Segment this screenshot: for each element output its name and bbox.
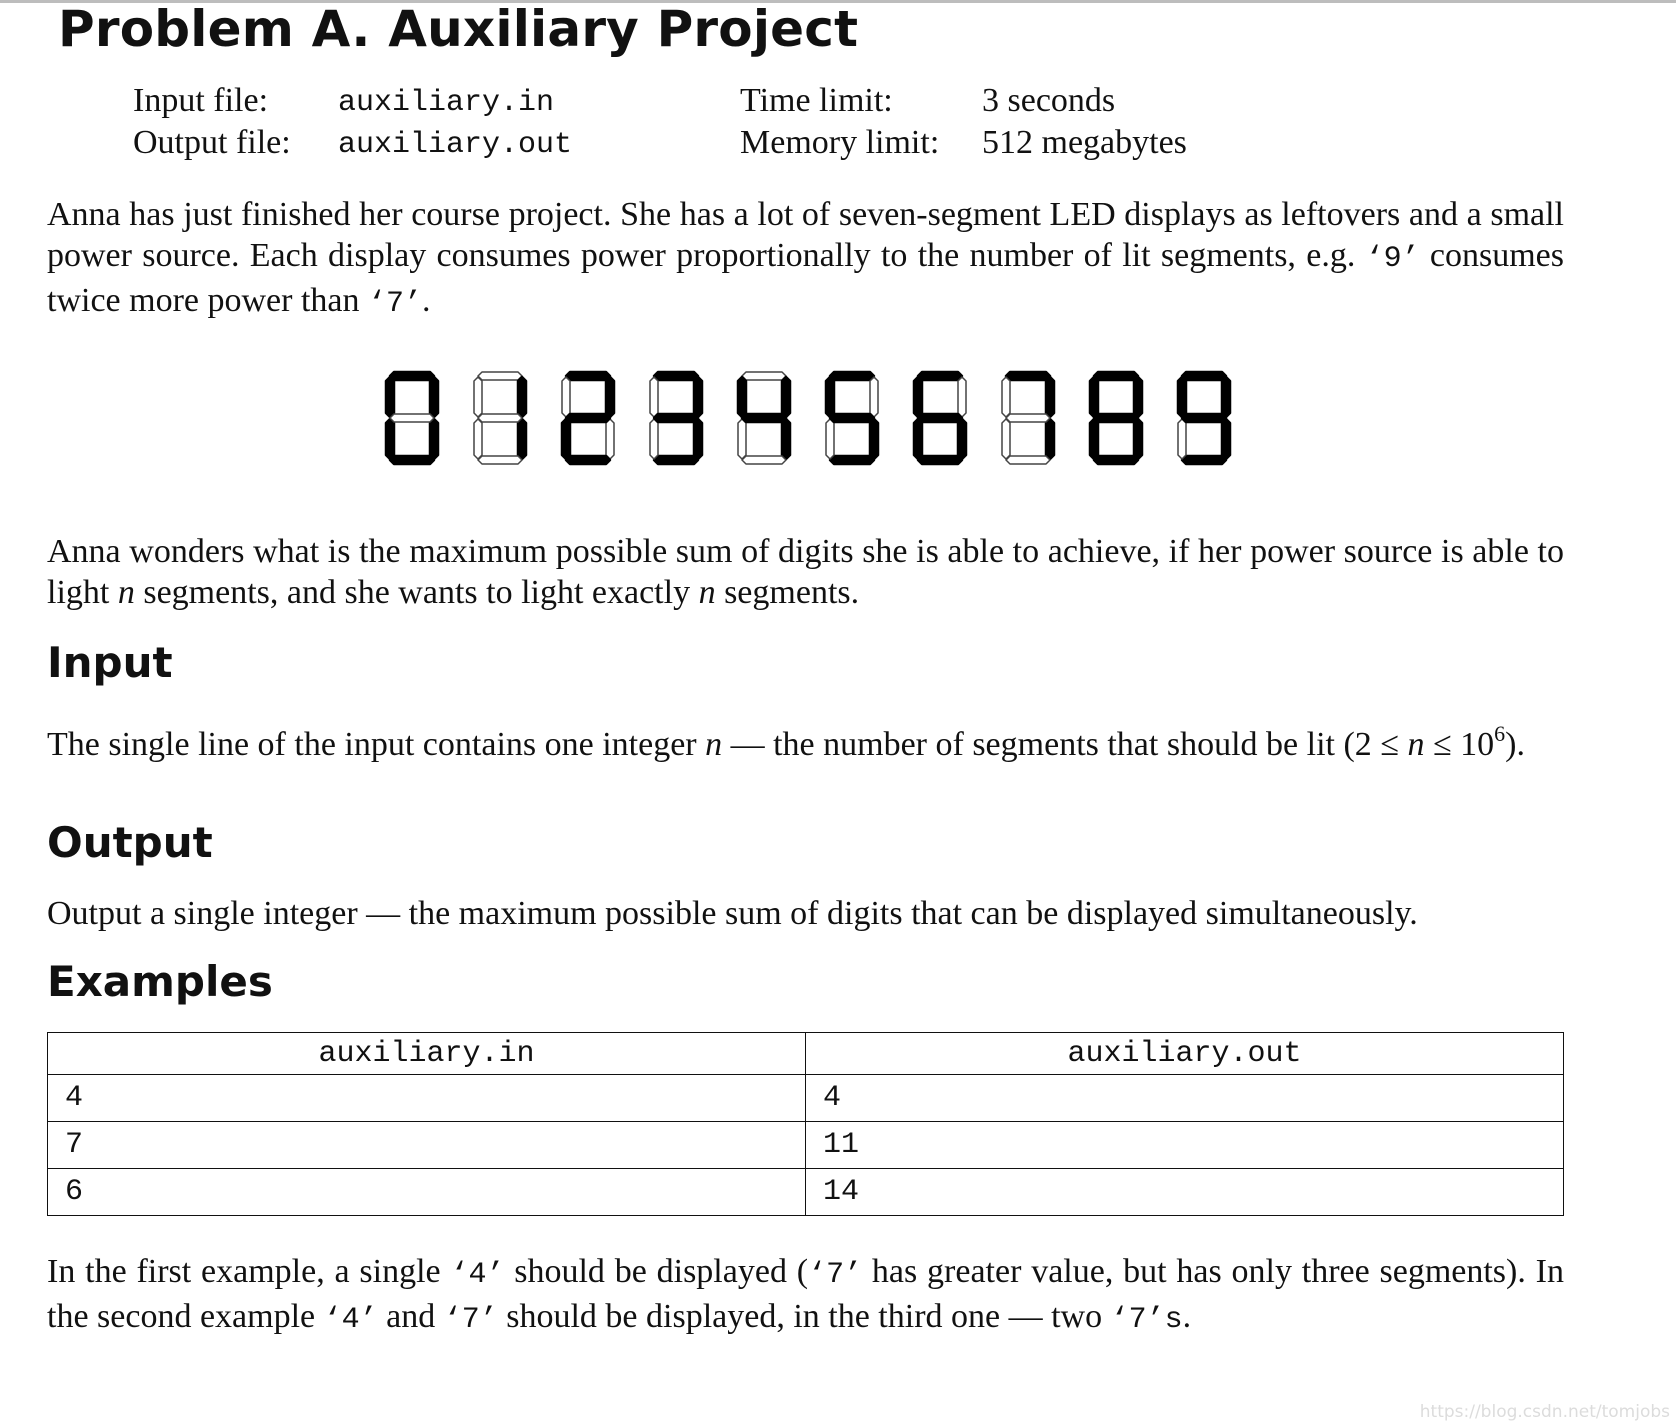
segment-f	[650, 377, 658, 417]
output-text: Output a single integer — the maximum possible sum of digits that can be displayed simultaneously.	[47, 895, 1418, 932]
segment-g	[1006, 414, 1050, 422]
column-header-output: auxiliary.out	[806, 1033, 1564, 1075]
segment-e	[1090, 419, 1098, 459]
quoted-digit-4: ‘4’	[450, 1258, 505, 1292]
segment-g	[654, 414, 698, 422]
segment-e	[650, 419, 658, 459]
watermark: https://blog.csdn.net/tomjobs	[1419, 1402, 1670, 1422]
segment-c	[606, 419, 614, 459]
segment-a	[742, 372, 786, 380]
problem-title: Problem A. Auxiliary Project	[58, 0, 859, 58]
variable-n: n	[117, 574, 135, 611]
segment-c	[430, 419, 438, 459]
segment-e	[914, 419, 922, 459]
input-text-b: — the number of segments that should be lit (2 ≤	[722, 726, 1408, 763]
segment-g	[1182, 414, 1226, 422]
table-row	[48, 1075, 1564, 1122]
segment-g	[390, 414, 434, 422]
segment-b	[870, 377, 878, 417]
input-paragraph	[47, 713, 1564, 765]
segment-d	[918, 456, 962, 464]
segment-b	[430, 377, 438, 417]
segment-a	[1182, 372, 1226, 380]
segment-e	[386, 419, 394, 459]
segment-b	[694, 377, 702, 417]
segment-c	[518, 419, 526, 459]
segment-c	[870, 419, 878, 459]
memory-limit-label: Memory limit:	[740, 124, 940, 161]
input-text-c: ≤ 10	[1424, 726, 1495, 763]
input-file-value: auxiliary.in	[338, 86, 555, 120]
input-heading: Input	[47, 638, 173, 687]
segment-d	[830, 456, 874, 464]
segment-g	[566, 414, 610, 422]
segment-a	[918, 372, 962, 380]
quoted-digit-7: ‘7’	[368, 287, 423, 321]
segment-b	[782, 377, 790, 417]
notes-text-e: should be displayed, in the third one — two	[497, 1298, 1111, 1335]
segment-c	[958, 419, 966, 459]
segment-c	[1134, 419, 1142, 459]
segment-e	[562, 419, 570, 459]
segment-a	[566, 372, 610, 380]
segment-d	[1182, 456, 1226, 464]
example-input-cell: 7	[48, 1122, 806, 1169]
segment-a	[1006, 372, 1050, 380]
table-row	[48, 1122, 1564, 1169]
examples-table	[47, 1032, 1564, 1216]
memory-limit-value: 512 megabytes	[982, 124, 1187, 161]
notes-text-b: should be displayed (	[504, 1253, 809, 1290]
segment-g	[1094, 414, 1138, 422]
segment-b	[518, 377, 526, 417]
time-limit-label: Time limit:	[740, 82, 893, 119]
statement-text-2b: segments, and she wants to light exactly	[134, 574, 699, 611]
segment-d	[742, 456, 786, 464]
exponent: 6	[1494, 721, 1506, 746]
input-file-label: Input file:	[133, 82, 269, 119]
statement-text-1a: Anna has just finished her course project. She has a lot of seven-segment LED displays as leftovers and a small power source. Each display consumes power proportionally to the number of lit segments, e.g.	[47, 196, 1564, 274]
quoted-digit-7s: ‘7’s	[1110, 1303, 1183, 1337]
statement-text-1b: consumes twice more power than	[47, 237, 1565, 319]
variable-n: n	[705, 726, 723, 763]
seven-segment-digit	[474, 372, 526, 464]
quoted-digit-7: ‘7’	[808, 1258, 863, 1292]
segment-g	[478, 414, 522, 422]
segment-d	[1006, 456, 1050, 464]
statement-paragraph-1	[47, 194, 1564, 325]
table-row	[48, 1169, 1564, 1216]
input-text-a: The single line of the input contains one integer	[47, 726, 706, 763]
segment-a	[390, 372, 434, 380]
segment-f	[1002, 377, 1010, 417]
example-output-cell: 11	[806, 1122, 1564, 1169]
segment-b	[958, 377, 966, 417]
output-heading: Output	[47, 818, 213, 867]
seven-segment-digit	[1178, 372, 1230, 464]
statement-text-2c: segments.	[715, 574, 860, 611]
segment-a	[1094, 372, 1138, 380]
seven-segment-digit	[1002, 372, 1054, 464]
segment-f	[738, 377, 746, 417]
seven-segment-digit	[738, 372, 790, 464]
notes-text-f: .	[1182, 1298, 1192, 1335]
segment-b	[1222, 377, 1230, 417]
notes-text-a: In the first example, a single	[47, 1253, 451, 1290]
segment-e	[1178, 419, 1186, 459]
segment-e	[474, 419, 482, 459]
segment-c	[1222, 419, 1230, 459]
time-limit-value: 3 seconds	[982, 82, 1116, 119]
segment-f	[826, 377, 834, 417]
notes-text-d: and	[377, 1298, 444, 1335]
statement-text-2a: Anna wonders what is the maximum possible sum of digits she is able to achieve, if her power source is able to light	[47, 533, 1564, 611]
segment-f	[474, 377, 482, 417]
segment-b	[606, 377, 614, 417]
segment-g	[918, 414, 962, 422]
example-output-cell: 14	[806, 1169, 1564, 1216]
segment-f	[1090, 377, 1098, 417]
table-header-row	[48, 1033, 1564, 1075]
examples-heading: Examples	[47, 957, 273, 1006]
segment-e	[1002, 419, 1010, 459]
segment-d	[1094, 456, 1138, 464]
column-header-input: auxiliary.in	[48, 1033, 806, 1075]
segment-f	[386, 377, 394, 417]
seven-segment-digit	[1090, 372, 1142, 464]
quoted-digit-9: ‘9’	[1365, 242, 1420, 276]
segment-c	[1046, 419, 1054, 459]
segment-c	[782, 419, 790, 459]
example-input-cell: 6	[48, 1169, 806, 1216]
segment-a	[654, 372, 698, 380]
quoted-digit-4: ‘4’	[323, 1303, 378, 1337]
segment-d	[390, 456, 434, 464]
input-text-d: ).	[1505, 726, 1525, 763]
segment-b	[1046, 377, 1054, 417]
seven-segment-digit	[386, 372, 438, 464]
segment-b	[1134, 377, 1142, 417]
variable-n: n	[1407, 726, 1425, 763]
output-file-value: auxiliary.out	[338, 128, 573, 162]
seven-segment-digit	[650, 372, 702, 464]
seven-segment-digits	[382, 368, 1242, 476]
seven-segment-digit	[562, 372, 614, 464]
example-output-cell: 4	[806, 1075, 1564, 1122]
segment-g	[742, 414, 786, 422]
notes-text-c: has greater value, but has only three segments). In the second example	[47, 1253, 1564, 1335]
variable-n: n	[698, 574, 716, 611]
segment-a	[478, 372, 522, 380]
segment-a	[830, 372, 874, 380]
segment-f	[1178, 377, 1186, 417]
example-input-cell: 4	[48, 1075, 806, 1122]
segment-d	[566, 456, 610, 464]
segment-e	[738, 419, 746, 459]
segment-d	[478, 456, 522, 464]
segment-f	[914, 377, 922, 417]
quoted-digit-7: ‘7’	[443, 1303, 498, 1337]
segment-f	[562, 377, 570, 417]
segment-g	[830, 414, 874, 422]
notes-paragraph	[47, 1251, 1564, 1341]
statement-text-1c: .	[422, 282, 431, 319]
output-paragraph	[47, 893, 1564, 934]
segment-c	[694, 419, 702, 459]
statement-paragraph-2	[47, 531, 1564, 613]
output-file-label: Output file:	[133, 124, 291, 161]
segment-e	[826, 419, 834, 459]
seven-segment-digit	[914, 372, 966, 464]
seven-segment-digit	[826, 372, 878, 464]
segment-d	[654, 456, 698, 464]
